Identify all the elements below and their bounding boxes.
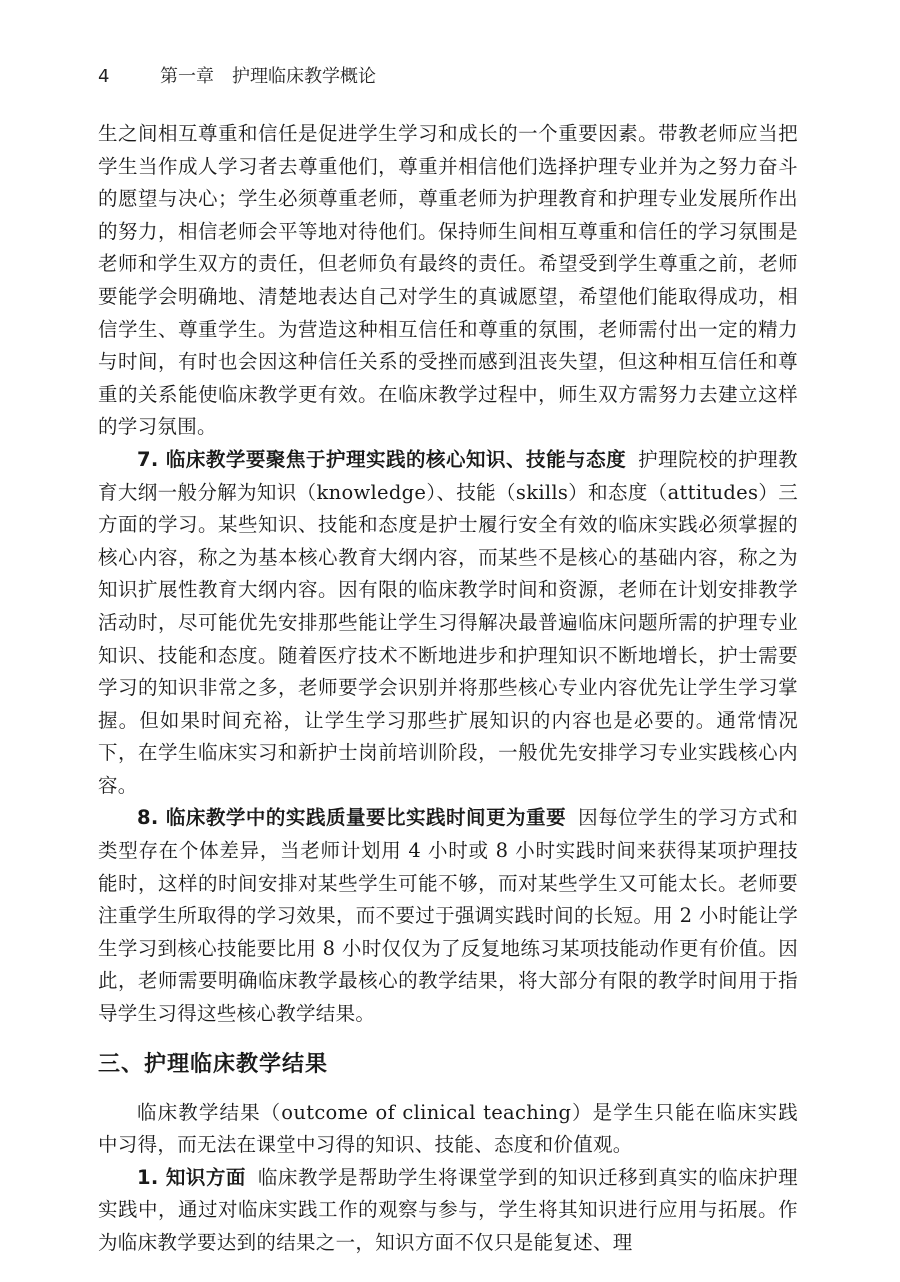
page-number: 4 bbox=[98, 66, 110, 87]
body-text bbox=[98, 118, 798, 1260]
item-8-heading: 8. 临床教学中的实践质量要比实践时间更为重要 bbox=[137, 806, 567, 830]
item-8-text: 因每位学生的学习方式和类型存在个体差异，当老师计划用 4 小时或 8 小时实践时间来获得某项护理技能时，这样的时间安排对某些学生可能不够，而对某些学生又可能太长。老师要注重学生所取得的学习效果，而不要过于强调实践时间的长短。用 2 小时能让学生学习到核心技能要比用 8 小时仅仅为了反复地练习某项技能动作更有价值。因此，老师需要明确临床教学最核心的教学结果，将大部分有限的教学时间用于指导学生习得这些核心教学结果。 bbox=[98, 806, 798, 1026]
knowledge-text: 临床教学是帮助学生将课堂学到的知识迁移到真实的临床护理实践中，通过对临床实践工作的观察与参与，学生将其知识进行应用与拓展。作为临床教学要达到的结果之一，知识方面不仅只是能复述、理 bbox=[98, 1165, 798, 1254]
section-heading: 三、护理临床教学结果 bbox=[98, 1051, 329, 1077]
paragraph-item-8 bbox=[98, 802, 798, 1030]
chapter-title: 护理临床教学概论 bbox=[232, 66, 376, 87]
paragraph-definition: 临床教学结果（outcome of clinical teaching）是学生只能在临床实践中习得，而无法在课堂中习得的知识、技能、态度和价值观。 bbox=[98, 1100, 798, 1157]
paragraph-continued: 生之间相互尊重和信任是促进学生学习和成长的一个重要因素。带教老师应当把学生当作成人学习者去尊重他们，尊重并相信他们选择护理专业并为之努力奋斗的愿望与决心；学生必须尊重老师，尊重老师为护理教育和护理专业发展所作出的努力，相信老师会平等地对待他们。保持师生间相互尊重和信任的学习氛围是老师和学生双方的责任，但老师负有最终的责任。希望受到学生尊重之前，老师要能学会明确地、清楚地表达自己对学生的真诚愿望，希望他们能取得成功，相信学生、尊重学生。为营造这种相互信任和尊重的氛围，老师需付出一定的精力与时间，有时也会因这种信任关系的受挫而感到沮丧失望，但这种相互信任和尊重的关系能使临床教学更有效。在临床教学过程中，师生双方需努力去建立这样的学习氛围。 bbox=[98, 122, 798, 439]
knowledge-heading: 1. 知识方面 bbox=[137, 1165, 246, 1189]
item-7-text: 护理院校的护理教育大纲一般分解为知识（knowledge）、技能（skills）和态度（attitudes）三方面的学习。某些知识、技能和态度是护士履行安全有效的临床实践必须掌握的核心内容，称之为基本核心教育大纲内容，而某些不是核心的基础内容，称之为知识扩展性教育大纲内容。因有限的临床教学时间和资源，老师在计划安排教学活动时，尽可能优先安排那些能让学生习得解决最普遍临床问题所需的护理专业知识、技能和态度。随着医疗技术不断地进步和护理知识不断地增长，护士需要学习的知识非常之多，老师要学会识别并将那些核心专业内容优先让学生学习掌握。但如果时间充裕，让学生学习那些扩展知识的内容也是必要的。通常情况下，在学生临床实习和新护士岗前培训阶段，一般优先安排学习专业实践核心内容。 bbox=[98, 447, 798, 797]
item-7-heading: 7. 临床教学要聚焦于护理实践的核心知识、技能与态度 bbox=[137, 447, 627, 471]
paragraph-knowledge bbox=[98, 1162, 798, 1260]
chapter-number: 第一章 bbox=[160, 66, 214, 87]
paragraph-item-7 bbox=[98, 444, 798, 803]
running-head bbox=[98, 62, 376, 88]
